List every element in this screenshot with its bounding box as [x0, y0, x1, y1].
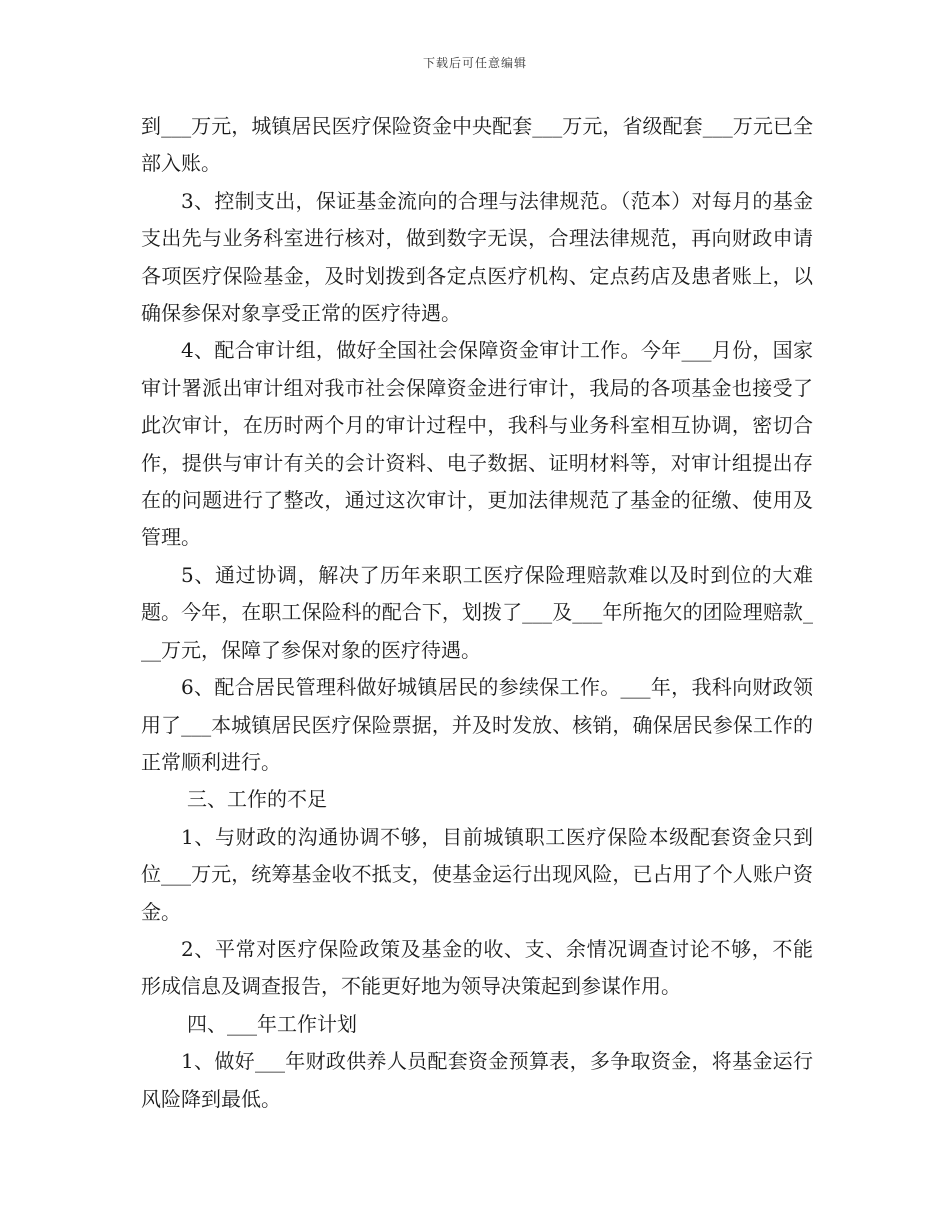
paragraph-shortcoming-2: 2、平常对医疗保险政策及基金的收、支、余情况调查讨论不够，不能形成信息及调查报告，不能更好地为领导决策起到参谋作用。	[141, 936, 813, 999]
paragraph-continuation: 到___万元，城镇居民医疗保险资金中央配套___万元，省级配套___万元已全部入账。	[141, 114, 813, 176]
paragraph-shortcoming-1: 1、与财政的沟通协调不够，目前城镇职工医疗保险本级配套资金只到位___万元，统筹基金收不抵支，使基金运行出现风险，已占用了个人账户资金。	[141, 824, 813, 924]
page-header: 下载后可任意编辑	[422, 56, 527, 70]
paragraph-item-4: 4、配合审计组，做好全国社会保障资金审计工作。今年___月份，国家审计署派出审计组对我市社会保障资金进行审计，我局的各项基金也接受了此次审计，在历时两个月的审计过程中，我科与业务科室相互协调，密切合作，提供与审计有关的会计资料、电子数据、证明材料等，对审计组提出存在的问题进行了整改，通过这次审计，更加法律规范了基金的征缴、使用及管理。	[141, 338, 813, 550]
paragraph-item-6: 6、配合居民管理科做好城镇居民的参续保工作。___年，我科向财政领用了___本城镇居民医疗保险票据，并及时发放、核销，确保居民参保工作的正常顺利进行。	[141, 675, 813, 774]
paragraph-item-3: 3、控制支出，保证基金流向的合理与法律规范。（范本）对每月的基金支出先与业务科室进行核对，做到数字无误，合理法律规范，再向财政申请各项医疗保险基金，及时划拨到各定点医疗机构、定点药店及患者账上，以确保参保对象享受正常的医疗待遇。	[141, 188, 813, 326]
section-heading-shortcomings: 三、工作的不足	[187, 787, 327, 812]
document-body	[141, 108, 813, 1118]
section-heading-work-plan: 四、___年工作计划	[187, 1011, 357, 1036]
paragraph-item-5: 5、通过协调，解决了历年来职工医疗保险理赔款难以及时到位的大难题。今年，在职工保险科的配合下，划拨了___及___年所拖欠的团险理赔款___万元，保障了参保对象的医疗待遇。	[141, 562, 813, 662]
paragraph-plan-1: 1、做好___年财政供养人员配套资金预算表，多争取资金，将基金运行风险降到最低。	[141, 1049, 813, 1111]
